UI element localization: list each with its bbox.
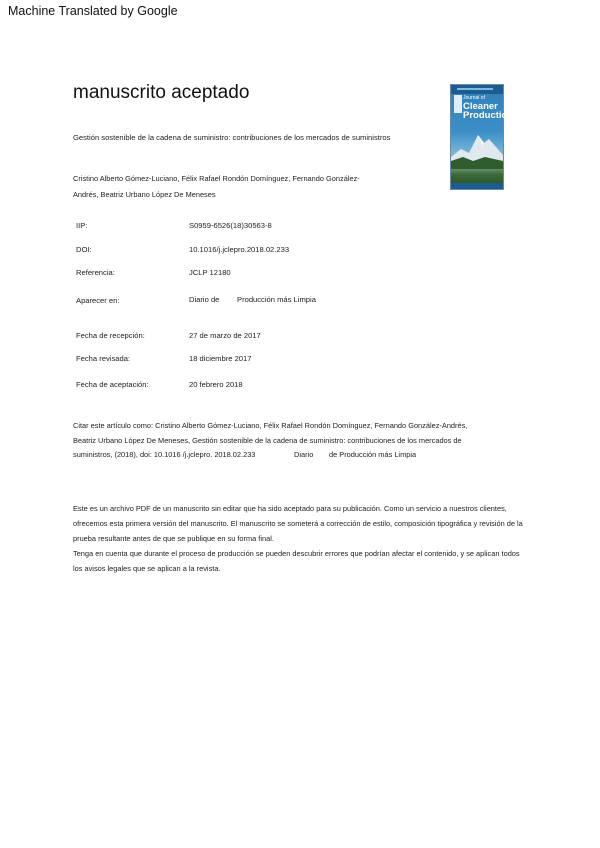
- cover-title-line2: Production: [463, 110, 514, 121]
- doi-label: DOI:: [76, 245, 92, 254]
- notice-paragraph-2: Tenga en cuenta que durante el proceso de producción se pueden descubrir errores que podrían afectar el contenido, y se aplican todos los avisos legales que se aplican a la revista.: [73, 549, 520, 573]
- journal-name-part1: Diario de: [189, 295, 220, 304]
- journal-name-part2: Producción más Limpia: [237, 295, 316, 304]
- received-date-value: 27 de marzo de 2017: [189, 331, 261, 340]
- revised-date-value: 18 diciembre 2017: [189, 354, 252, 363]
- doi-value: 10.1016/j.jclepro.2018.02.233: [189, 245, 290, 254]
- citation-line-3-doi: suministros, (2018), doi: 10.1016 /j.jclepro. 2018.02.233: [73, 450, 256, 459]
- machine-translated-banner: Machine Translated by Google: [8, 4, 178, 18]
- page-title: manuscrito aceptado: [73, 82, 250, 103]
- cover-journal-title: [463, 95, 514, 121]
- mountain-illustration-icon: [451, 127, 503, 169]
- journal-cover-image: [450, 84, 514, 190]
- cover-footer-bar: [451, 183, 503, 189]
- publisher-logo-icon: [454, 95, 462, 113]
- manuscript-notice: [73, 501, 523, 576]
- author-list: Cristino Alberto Gómez-Luciano, Félix Rafael Rondón Domínguez, Fernando González-Andrés, Beatriz Urbano López De Meneses: [73, 174, 360, 199]
- received-date-label: Fecha de recepción:: [76, 331, 145, 340]
- notice-paragraph-1: Este es un archivo PDF de un manuscrito sin editar que ha sido aceptado para su publicación. Como un servicio a nuestros clientes, ofrecemos esta primera versión del manuscrito. El manuscrito se someterá a corrección de estilo, composición tipográfica y revisión de la prueba resultante antes de que se publique en su forma final.: [73, 504, 523, 543]
- cover-title-line1: Cleaner: [463, 101, 498, 112]
- pii-value: S0959-6526(18)30563-8: [189, 221, 272, 230]
- cover-header-bar: [451, 85, 503, 94]
- pii-label: IIP:: [76, 221, 88, 230]
- citation-journal-part1: Diario: [294, 450, 314, 459]
- citation-line-1: Citar este artículo como: Cristino Alberto Gómez-Luciano, Félix Rafael Rondón Domínguez, Fernando González-Andrés,: [73, 421, 468, 430]
- accepted-date-label: Fecha de aceptación:: [76, 380, 149, 389]
- article-subtitle: Gestión sostenible de la cadena de suministro: contribuciones de los mercados de suministros: [73, 133, 391, 142]
- reference-label: Referencia:: [76, 268, 115, 277]
- citation-block: [73, 419, 513, 459]
- appear-in-label: Aparecer en:: [76, 296, 120, 305]
- citation-line-2: Beatriz Urbano López De Meneses, Gestión sostenible de la cadena de suministro: contribuciones de los mercados de: [73, 435, 462, 445]
- cover-small-text: Journal of: [463, 95, 485, 101]
- accepted-date-value: 20 febrero 2018: [189, 380, 243, 389]
- reference-value: JCLP 12180: [189, 268, 231, 277]
- revised-date-label: Fecha revisada:: [76, 354, 131, 363]
- citation-journal-part2: de Producción más Limpia: [329, 450, 417, 459]
